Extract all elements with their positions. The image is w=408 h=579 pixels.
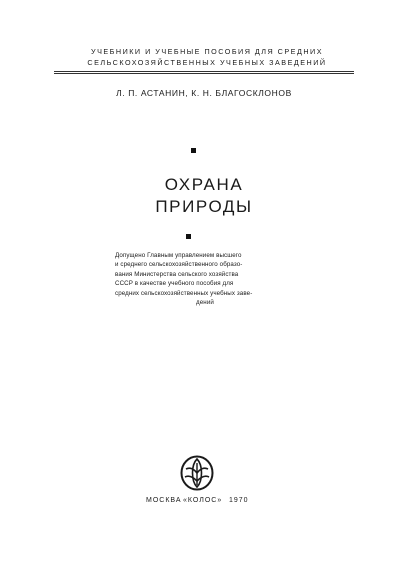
title-line-1: ОХРАНА [164, 175, 244, 194]
authors-line: Л. П. АСТАНИН, К. Н. БЛАГОСКЛОНОВ [116, 88, 292, 98]
approval-statement [115, 251, 295, 307]
title-line-2: ПРИРОДЫ [155, 197, 253, 216]
imprint-publisher: «КОЛОС» [183, 497, 223, 504]
series-rule-top [54, 71, 354, 72]
series-line-1: УЧЕБНИКИ И УЧЕБНЫЕ ПОСОБИЯ ДЛЯ СРЕДНИХ [91, 47, 323, 56]
series-line-2: СЕЛЬСКОХОЗЯЙСТВЕННЫХ УЧЕБНЫХ ЗАВЕДЕНИЙ [87, 57, 327, 67]
approval-line: средних сельскохозяйственных учебных заве- [115, 289, 253, 297]
approval-line: дений [196, 299, 214, 307]
kolos-publisher-emblem-icon [180, 455, 214, 491]
approval-line: и среднего сельскохозяйственного образо- [115, 261, 243, 269]
imprint-year: 1970 [229, 497, 249, 504]
approval-line: СССР в качестве учебного пособия для [115, 280, 234, 288]
series-rule-bottom [54, 73, 354, 74]
book-title [0, 174, 408, 218]
ornament-mark-top [191, 148, 196, 153]
approval-line: вания Министерства сельского хозяйства [115, 270, 239, 278]
imprint-city: МОСКВА [146, 497, 182, 504]
series-heading [62, 47, 352, 68]
approval-line: Допущено Главным управлением высшего [115, 252, 242, 259]
ornament-mark-bottom [186, 234, 191, 239]
